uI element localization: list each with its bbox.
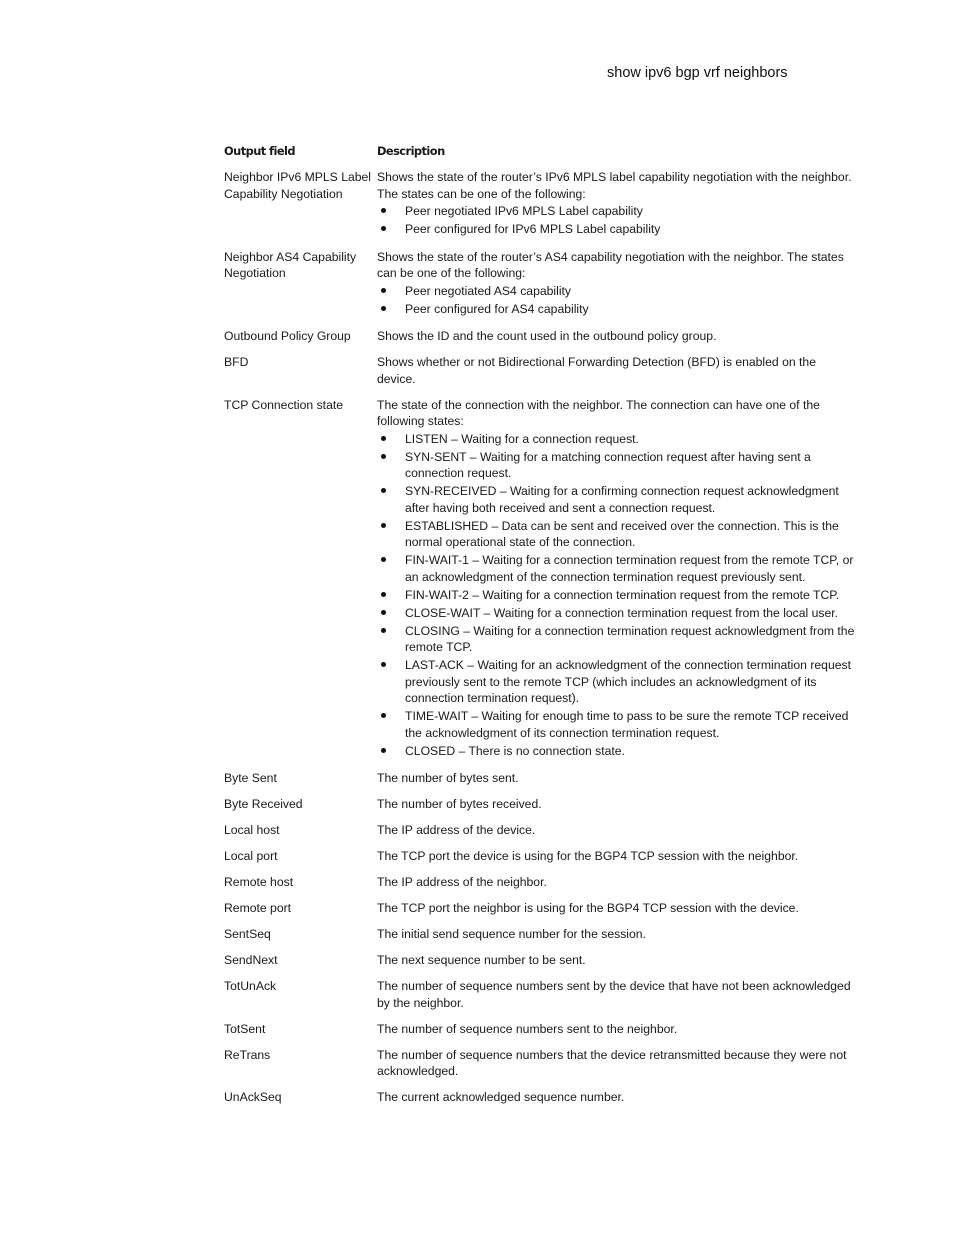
table-row xyxy=(224,1021,856,1038)
header-output-field: Output field xyxy=(224,144,295,158)
running-header: show ipv6 bgp vrf neighbors xyxy=(607,65,788,81)
bullet-item: CLOSING – Waiting for a connection termination request acknowledgment from the remote TCP. xyxy=(377,623,856,656)
table-row xyxy=(224,397,856,761)
description-text: The TCP port the neighbor is using for the BGP4 TCP session with the device. xyxy=(377,901,799,915)
output-field-name: SentSeq xyxy=(224,927,271,941)
table-row xyxy=(224,900,856,917)
bullet-item: LAST-ACK – Waiting for an acknowledgment of the connection termination request previously sent to the remote TCP (which includes an acknowledgment of its connection termination request). xyxy=(377,657,856,707)
table-header-row xyxy=(224,143,856,169)
output-field-table xyxy=(224,142,856,1115)
table-row xyxy=(224,874,856,891)
table-row xyxy=(224,822,856,839)
table-row xyxy=(224,1047,856,1080)
output-field-name: Remote port xyxy=(224,901,292,915)
table-row xyxy=(224,328,856,345)
header-description: Description xyxy=(377,144,445,158)
bullet-item: SYN-RECEIVED – Waiting for a confirming connection request acknowledgment after having both received and sent a connection request. xyxy=(377,483,856,516)
table-row xyxy=(224,169,856,239)
output-field-description-cell xyxy=(377,874,856,891)
description-text: The number of bytes received. xyxy=(377,797,542,811)
output-field-description-cell xyxy=(377,328,856,345)
table-row xyxy=(224,796,856,813)
output-field-name: TotSent xyxy=(224,1021,266,1036)
output-field-name: ReTrans xyxy=(224,1047,271,1062)
bullet-item: Peer negotiated AS4 capability xyxy=(377,283,856,300)
table-row xyxy=(224,926,856,943)
bullet-item: CLOSED – There is no connection state. xyxy=(377,743,856,760)
output-field-description-cell xyxy=(377,822,856,839)
output-field-description-cell xyxy=(377,354,856,387)
table-row xyxy=(224,848,856,865)
description-text: The IP address of the neighbor. xyxy=(377,875,547,889)
output-field-name: Outbound Policy Group xyxy=(224,329,351,343)
output-field-description-cell xyxy=(377,978,856,1011)
description-text: The number of bytes sent. xyxy=(377,771,519,785)
table-row xyxy=(224,249,856,319)
output-field-name: UnAckSeq xyxy=(224,1090,282,1104)
description-text: The IP address of the device. xyxy=(377,823,536,837)
output-field-description-cell xyxy=(377,249,856,319)
bullet-item: Peer configured for AS4 capability xyxy=(377,301,856,318)
description-text: Shows whether or not Bidirectional Forwarding Detection (BFD) is enabled on the device. xyxy=(377,355,816,386)
description-text: The TCP port the device is using for the BGP4 TCP session with the neighbor. xyxy=(377,849,799,863)
description-bullet-list xyxy=(377,283,856,318)
output-field-description-cell xyxy=(377,169,856,239)
output-field-name: Local host xyxy=(224,823,280,837)
description-text: Shows the state of the router’s IPv6 MPLS label capability negotiation with the neighbor. The states can be one of the following: xyxy=(377,170,852,201)
output-field-description-cell xyxy=(377,900,856,917)
output-field-name: BFD xyxy=(224,355,249,369)
output-field-description-cell xyxy=(377,848,856,865)
table-row xyxy=(224,770,856,787)
bullet-item: LISTEN – Waiting for a connection request. xyxy=(377,431,856,448)
table-row xyxy=(224,354,856,387)
bullet-item: CLOSE-WAIT – Waiting for a connection termination request from the local user. xyxy=(377,605,856,622)
table-row xyxy=(224,1089,856,1106)
table-row xyxy=(224,952,856,969)
description-text: The number of sequence numbers that the device retransmitted because they were not acknowledged. xyxy=(377,1047,847,1078)
output-field-description-cell xyxy=(377,796,856,813)
output-field-name: Byte Received xyxy=(224,797,303,811)
bullet-item: FIN-WAIT-2 – Waiting for a connection termination request from the remote TCP. xyxy=(377,587,856,604)
bullet-item: Peer configured for IPv6 MPLS Label capability xyxy=(377,221,856,238)
description-text: The initial send sequence number for the session. xyxy=(377,927,646,941)
output-field-name: SendNext xyxy=(224,953,278,967)
bullet-item: FIN-WAIT-1 – Waiting for a connection termination request from the remote TCP, or an acknowledgment of the connection termination request previously sent. xyxy=(377,552,856,585)
output-field-description-cell xyxy=(377,397,856,761)
output-field-name: TCP Connection state xyxy=(224,397,344,412)
description-bullet-list xyxy=(377,203,856,238)
description-text: The current acknowledged sequence number. xyxy=(377,1090,625,1104)
description-text: Shows the state of the router’s AS4 capability negotiation with the neighbor. The states can be one of the following: xyxy=(377,249,844,280)
description-text: The number of sequence numbers sent by the device that have not been acknowledged by the neighbor. xyxy=(377,979,851,1010)
description-bullet-list xyxy=(377,431,856,760)
output-field-name: Remote host xyxy=(224,875,294,889)
output-field-name: TotUnAck xyxy=(224,979,277,993)
output-field-description-cell xyxy=(377,770,856,787)
output-field-description-cell xyxy=(377,1047,856,1080)
table-body xyxy=(224,169,856,1106)
output-field-description-cell xyxy=(377,1089,856,1106)
description-text: The state of the connection with the neighbor. The connection can have one of the following states: xyxy=(377,397,820,428)
bullet-item: Peer negotiated IPv6 MPLS Label capability xyxy=(377,203,856,220)
description-text: Shows the ID and the count used in the outbound policy group. xyxy=(377,329,717,343)
bullet-item: ESTABLISHED – Data can be sent and received over the connection. This is the normal operational state of the connection. xyxy=(377,518,856,551)
output-field-name: Local port xyxy=(224,849,278,863)
bullet-item: TIME-WAIT – Waiting for enough time to pass to be sure the remote TCP received the acknowledgment of its connection termination request. xyxy=(377,708,856,741)
output-field-description-cell xyxy=(377,1021,856,1038)
output-field-name: Neighbor AS4 Capability Negotiation xyxy=(224,249,357,280)
bullet-item: SYN-SENT – Waiting for a matching connection request after having sent a connection request. xyxy=(377,449,856,482)
output-field-description-cell xyxy=(377,926,856,943)
description-text: The next sequence number to be sent. xyxy=(377,953,586,967)
output-field-description-cell xyxy=(377,952,856,969)
output-field-name: Byte Sent xyxy=(224,771,277,785)
table-row xyxy=(224,978,856,1011)
output-field-name: Neighbor IPv6 MPLS Label Capability Negotiation xyxy=(224,170,372,201)
description-text: The number of sequence numbers sent to the neighbor. xyxy=(377,1021,678,1036)
